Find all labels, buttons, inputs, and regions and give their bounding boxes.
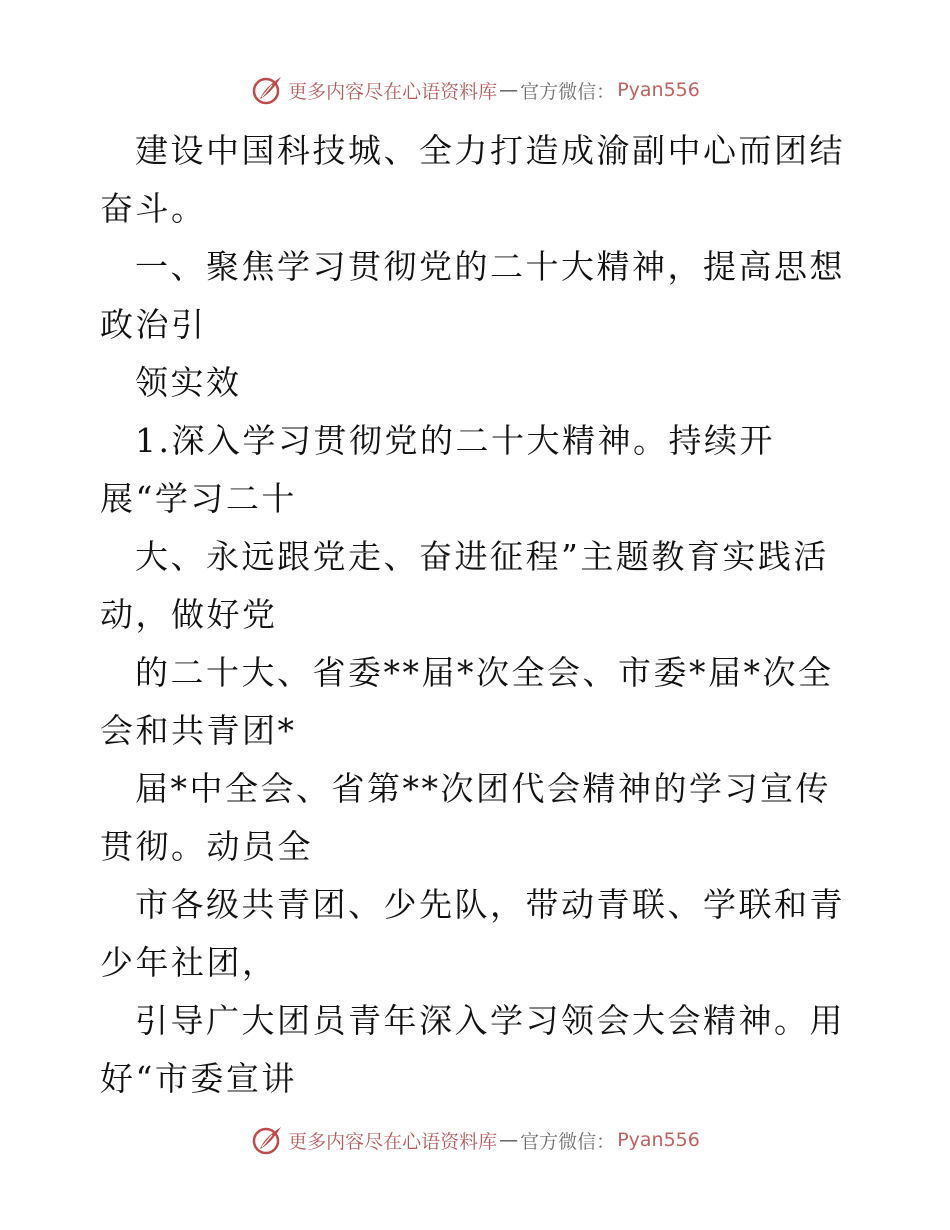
paragraph: 建设中国科技城、全力打造成渝副中心而团结奋斗。	[100, 131, 845, 228]
document-body	[100, 122, 860, 1108]
paragraph: 大、永远跟党走、奋进征程”主题教育实践活动，做好党	[100, 537, 829, 634]
watermark-main-text: 更多内容尽在心语资料库	[288, 1130, 498, 1153]
watermark-main-text: 更多内容尽在心语资料库	[288, 80, 498, 103]
watermark-official-label: 官方微信：	[520, 80, 616, 103]
watermark-id: Pyan556	[617, 79, 700, 101]
footer-watermark	[0, 1120, 950, 1160]
quill-pen-icon	[250, 1123, 284, 1157]
paragraph: 领实效	[135, 363, 242, 402]
header-watermark	[0, 70, 950, 110]
paragraph: 引导广大团员青年深入学习领会大会精神。用好“市委宣讲	[100, 1001, 845, 1098]
paragraph: 市各级共青团、少先队，带动青联、学联和青少年社团，	[100, 885, 845, 982]
watermark-id: Pyan556	[617, 1129, 700, 1151]
watermark-dash: —	[499, 1129, 519, 1151]
paragraph: 届*中全会、省第**次团代会精神的学习宣传贯彻。动员全	[100, 769, 831, 866]
watermark-dash: —	[499, 79, 519, 101]
paragraph: 一、聚焦学习贯彻党的二十大精神，提高思想政治引	[100, 247, 845, 344]
watermark-official-label: 官方微信：	[520, 1130, 616, 1153]
paragraph: 1.深入学习贯彻党的二十大精神。持续开展“学习二十	[100, 421, 775, 518]
paragraph: 的二十大、省委**届*次全会、市委*届*次全会和共青团*	[100, 653, 834, 750]
quill-pen-icon	[250, 73, 284, 107]
